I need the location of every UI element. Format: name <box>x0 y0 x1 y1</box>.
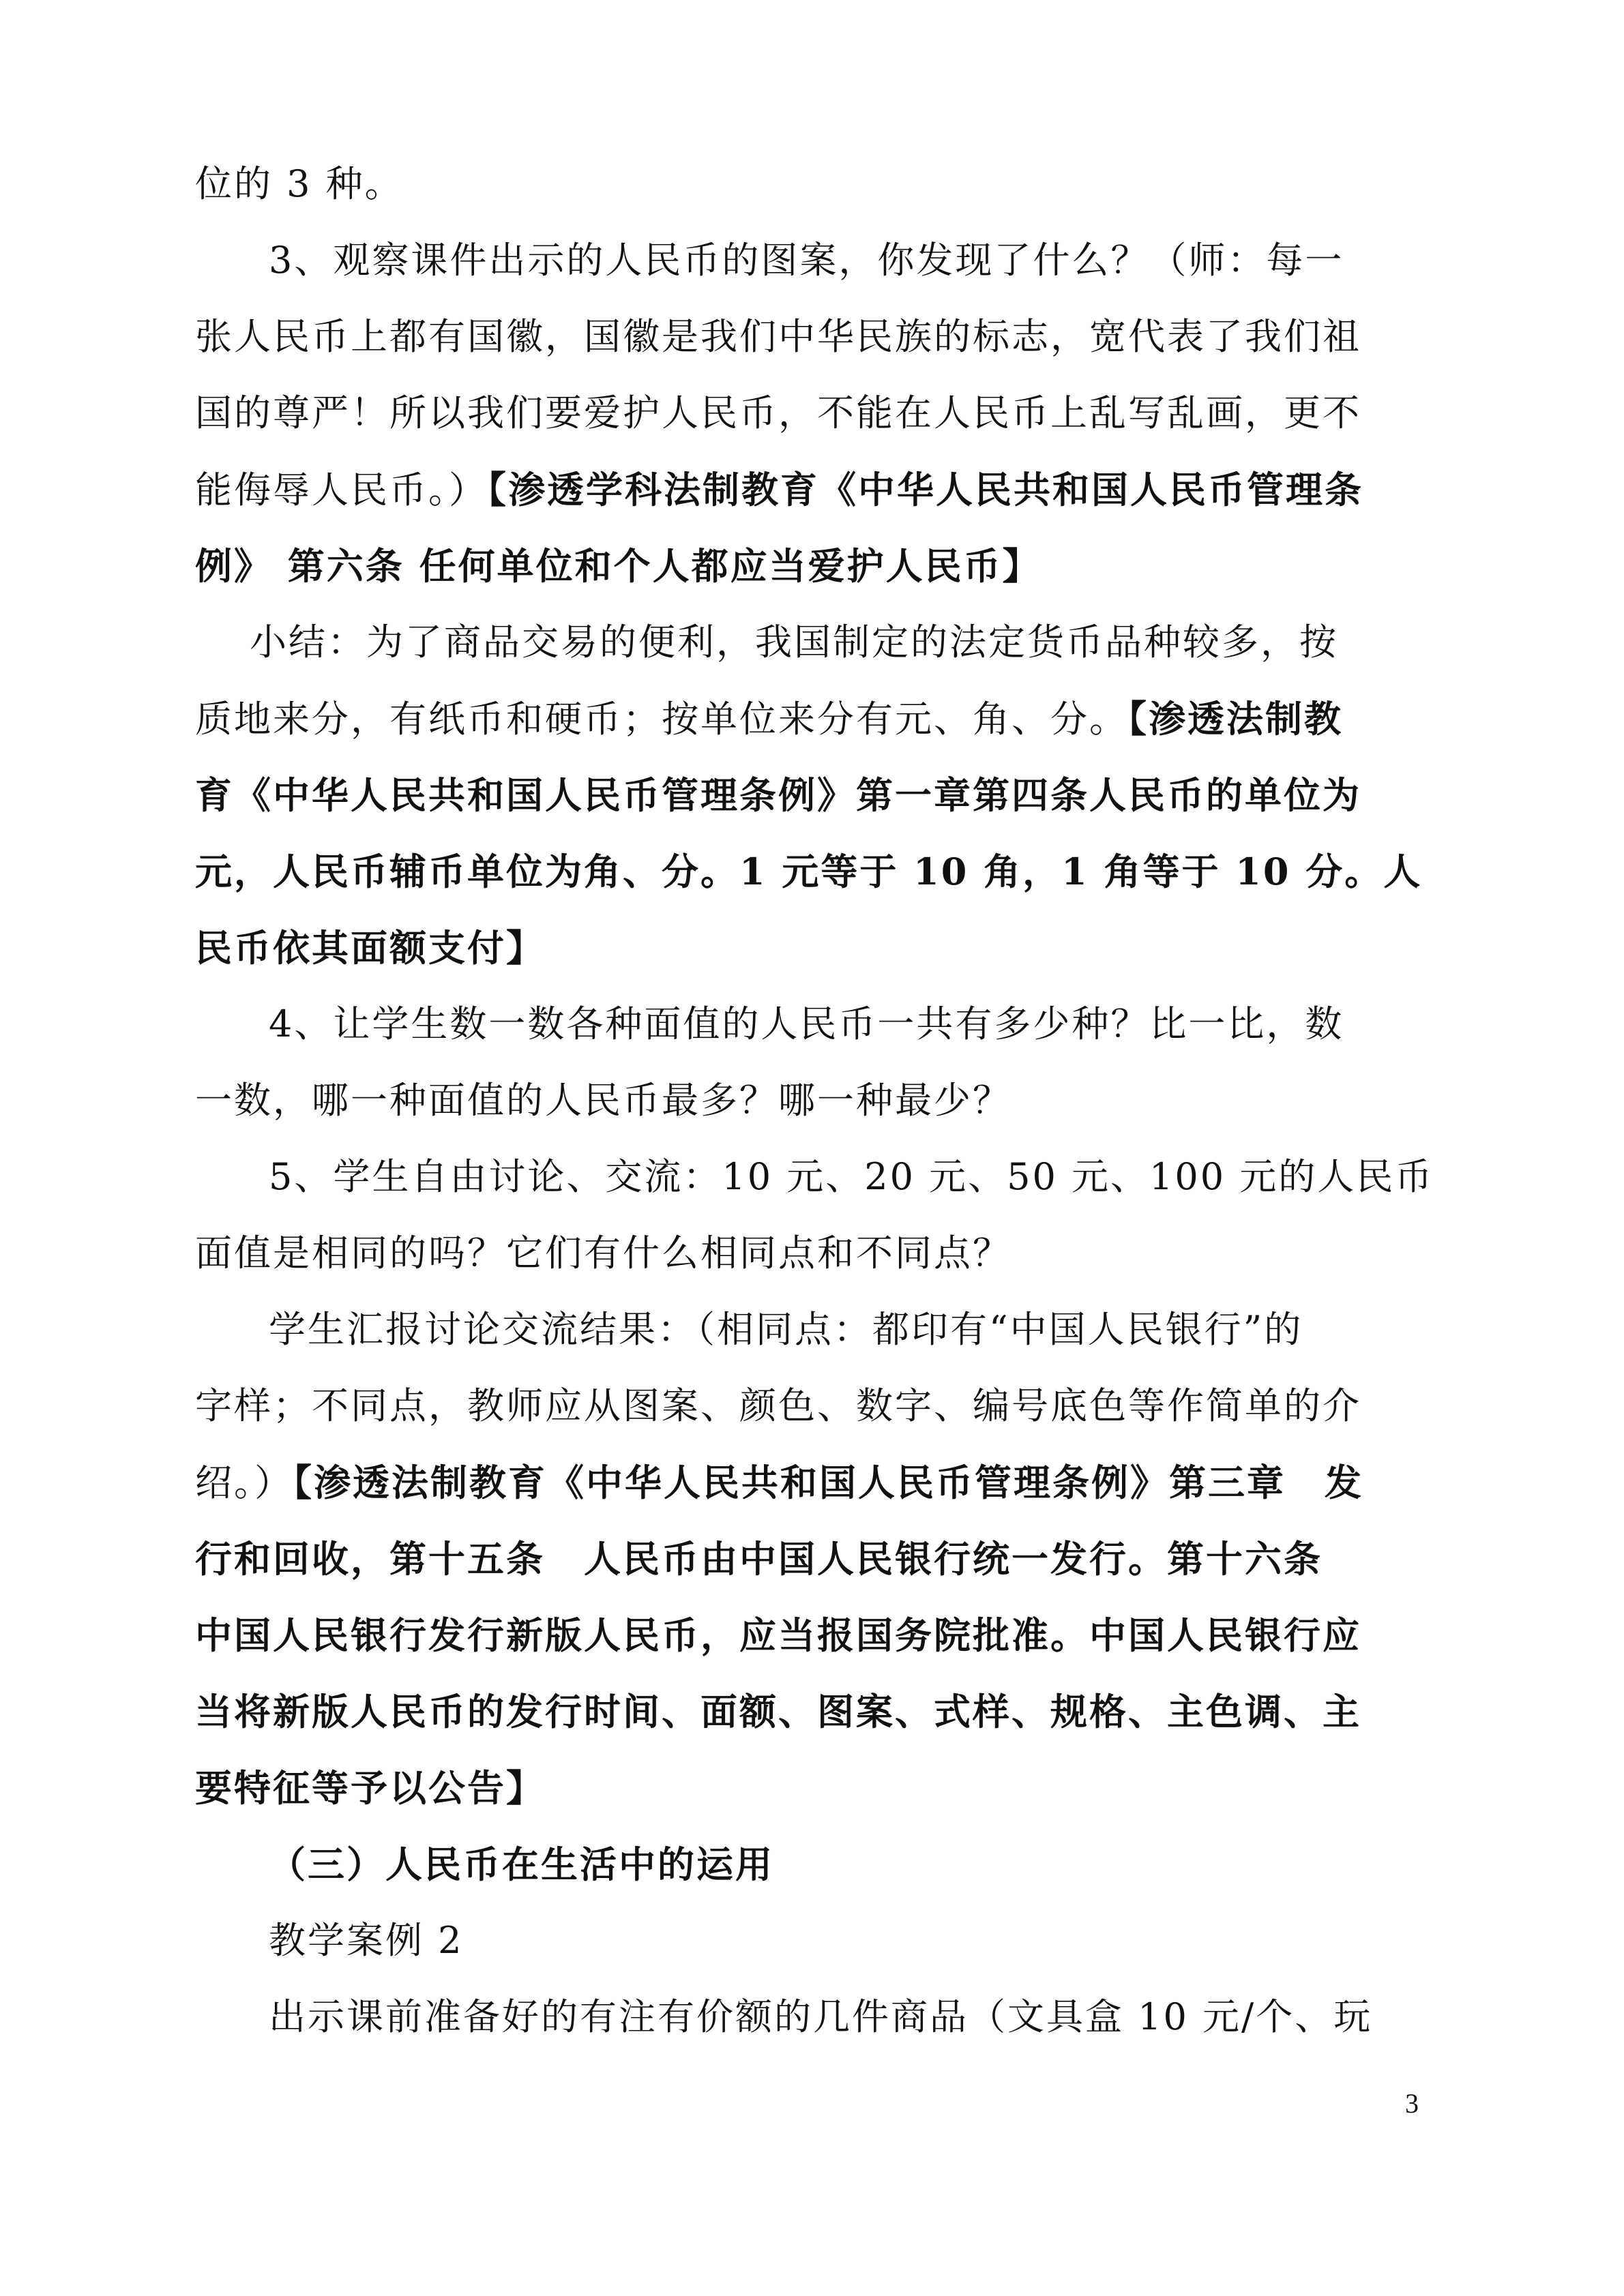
text-segment: 出示课前准备好的有注有价额的几件商品（文具盒 10 元/个、玩 <box>269 1995 1373 2038</box>
text-segment: 4、让学生数一数各种面值的人民币一共有多少种？比一比，数 <box>269 1002 1344 1045</box>
page-number: 3 <box>1405 2088 1419 2119</box>
text-line <box>195 462 1363 517</box>
text-line <box>195 1073 1012 1128</box>
text-segment: 3、观察课件出示的人民币的图案，你发现了什么？（师：每一 <box>269 239 1344 282</box>
text-line <box>195 1684 1361 1739</box>
bold-text-segment: 要特征等予以公告】 <box>195 1766 545 1810</box>
text-segment: 一数，哪一种面值的人民币最多？哪一种最少？ <box>195 1079 1012 1122</box>
text-line <box>195 310 1361 364</box>
text-line <box>195 844 1422 899</box>
text-segment: 学生汇报讨论交流结果：（相同点：都印有“中国人民银行”的 <box>269 1308 1303 1351</box>
bold-text-segment: 例》 第六条 任何单位和个人都应当爱护人民币】 <box>195 544 1042 588</box>
text-line <box>195 997 1344 1052</box>
text-line <box>195 1150 1434 1204</box>
text-line <box>195 1761 545 1815</box>
text-line <box>195 233 1344 288</box>
text-line <box>195 539 1042 593</box>
text-line <box>195 691 1343 746</box>
text-segment: 国的尊严！所以我们要爱护人民币，不能在人民币上乱写乱画，更不 <box>195 391 1361 434</box>
text-segment: 绍。） <box>195 1461 293 1504</box>
bold-text-segment: 行和回收，第十五条 人民币由中国人民银行统一发行。第十六条 <box>195 1537 1323 1581</box>
text-line <box>195 768 1361 822</box>
text-segment: 小结：为了商品交易的便利，我国制定的法定货币品种较多，按 <box>250 621 1338 664</box>
text-segment: 字样；不同点，教师应从图案、颜色、数字、编号底色等作简单的介 <box>195 1384 1361 1427</box>
text-line <box>195 1913 464 1968</box>
text-segment: 张人民币上都有国徽，国徽是我们中华民族的标志，宽代表了我们祖 <box>195 315 1361 358</box>
text-segment: 教学案例 2 <box>269 1919 464 1962</box>
bold-text-segment: 【渗透法制教育《中华人民共和国人民币管理条例》第三章 发 <box>293 1461 1363 1504</box>
text-line <box>195 1532 1323 1586</box>
text-line <box>195 615 1338 670</box>
bold-text-segment: （三）人民币在生活中的运用 <box>269 1843 774 1886</box>
text-line <box>195 1455 1363 1510</box>
section-heading <box>195 1837 774 1892</box>
text-line <box>195 1302 1303 1357</box>
bold-text-segment: 【渗透法制教 <box>1128 697 1343 741</box>
text-segment: 5、学生自由讨论、交流：10 元、20 元、50 元、100 元的人民币 <box>269 1155 1434 1198</box>
bold-text-segment: 当将新版人民币的发行时间、面额、图案、式样、规格、主色调、主 <box>195 1690 1361 1733</box>
bold-text-segment: 元，人民币辅币单位为角、分。1 元等于 10 角，1 角等于 10 分。人 <box>195 850 1423 893</box>
text-line <box>195 157 404 211</box>
text-segment: 能侮辱人民币。） <box>195 468 488 511</box>
text-line <box>195 1608 1361 1663</box>
text-line <box>195 1990 1372 2044</box>
text-line <box>195 921 545 975</box>
text-segment: 质地来分，有纸币和硬币；按单位来分有元、角、分。 <box>195 698 1128 741</box>
text-segment: 面值是相同的吗？它们有什么相同点和不同点？ <box>195 1232 1012 1274</box>
bold-text-segment: 育《中华人民共和国人民币管理条例》第一章第四条人民币的单位为 <box>195 773 1361 817</box>
text-line <box>195 1379 1361 1433</box>
text-line <box>195 1226 1012 1281</box>
bold-text-segment: 中国人民银行发行新版人民币，应当报国务院批准。中国人民银行应 <box>195 1613 1361 1657</box>
bold-text-segment: 【渗透学科法制教育《中华人民共和国人民币管理条 <box>488 468 1363 511</box>
text-segment: 位的 3 种。 <box>195 162 404 205</box>
bold-text-segment: 民币依其面额支付】 <box>195 926 545 970</box>
text-line <box>195 386 1361 441</box>
